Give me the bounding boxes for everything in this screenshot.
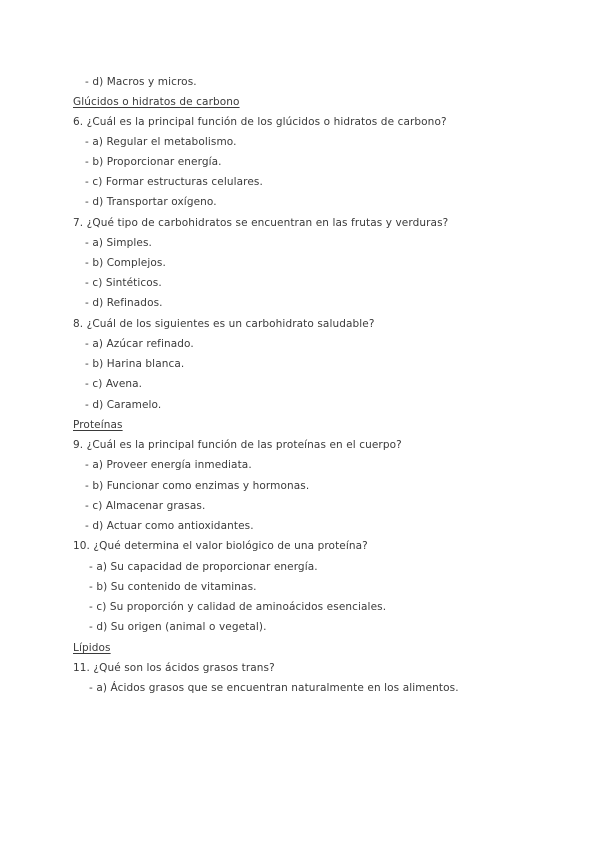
answer-option: - d) Macros y micros.	[85, 76, 197, 88]
answer-option: - b) Funcionar como enzimas y hormonas.	[85, 480, 310, 492]
answer-option: - b) Su contenido de vitaminas.	[89, 581, 257, 593]
section-heading: Lípidos	[73, 642, 111, 654]
question-text: 6. ¿Cuál es la principal función de los glúcidos o hidratos de carbono?	[73, 116, 447, 128]
answer-option: - a) Azúcar refinado.	[85, 338, 194, 350]
answer-option: - a) Su capacidad de proporcionar energía.	[89, 561, 318, 573]
question-text: 7. ¿Qué tipo de carbohidratos se encuentran en las frutas y verduras?	[73, 217, 449, 229]
answer-option: - c) Su proporción y calidad de aminoácidos esenciales.	[89, 601, 387, 613]
answer-option: - b) Complejos.	[85, 257, 166, 269]
answer-option: - c) Almacenar grasas.	[85, 500, 206, 512]
question-text: 8. ¿Cuál de los siguientes es un carbohidrato saludable?	[73, 318, 375, 330]
answer-option: - a) Regular el metabolismo.	[85, 136, 237, 148]
answer-option: - d) Actuar como antioxidantes.	[85, 520, 254, 532]
answer-option: - d) Refinados.	[85, 297, 163, 309]
answer-option: - d) Su origen (animal o vegetal).	[89, 621, 267, 633]
question-text: 11. ¿Qué son los ácidos grasos trans?	[73, 662, 275, 674]
answer-option: - d) Caramelo.	[85, 399, 162, 411]
answer-option: - a) Proveer energía inmediata.	[85, 459, 252, 471]
answer-option: - a) Ácidos grasos que se encuentran naturalmente en los alimentos.	[89, 682, 459, 694]
answer-option: - a) Simples.	[85, 237, 152, 249]
answer-option: - c) Sintéticos.	[85, 277, 162, 289]
answer-option: - c) Avena.	[85, 378, 143, 390]
question-text: 10. ¿Qué determina el valor biológico de una proteína?	[73, 540, 368, 552]
section-heading: Proteínas	[73, 419, 123, 431]
answer-option: - b) Harina blanca.	[85, 358, 185, 370]
answer-option: - b) Proporcionar energía.	[85, 156, 222, 168]
answer-option: - d) Transportar oxígeno.	[85, 196, 217, 208]
question-text: 9. ¿Cuál es la principal función de las proteínas en el cuerpo?	[73, 439, 402, 451]
answer-option: - c) Formar estructuras celulares.	[85, 176, 263, 188]
section-heading: Glúcidos o hidratos de carbono	[73, 96, 240, 108]
